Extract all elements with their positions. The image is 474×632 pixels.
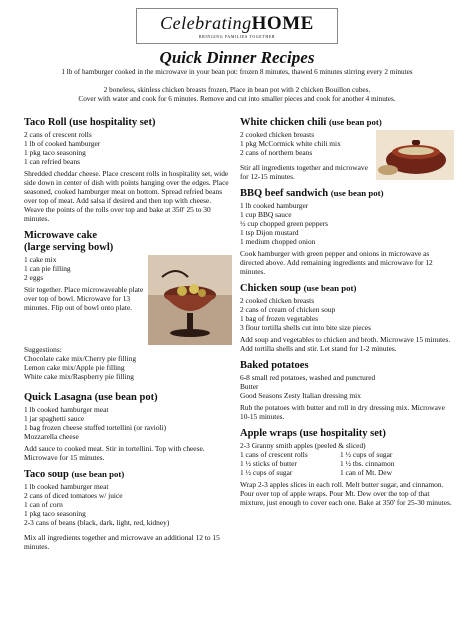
- ingredient-row: 1 ½ sticks of butter 1 ½ tbs. cinnamon: [240, 459, 395, 468]
- ingredient: 1 cup BBQ sauce: [240, 210, 292, 219]
- suggestion: Lemon cake mix/Apple pie filling: [24, 363, 125, 372]
- ingredient: 1 lb cooked hamburger meat: [24, 482, 109, 491]
- ingredient: 1 lb of cooked hamburger: [24, 139, 101, 148]
- recipe-title: Apple wraps (use hospitality set): [240, 428, 386, 439]
- cake-photo: [148, 255, 232, 345]
- recipe-directions: Add soup and vegetables to chicken and broth. Microwave 15 minutes. Add tortilla shells and stir. Let stand for 1-2 minutes.: [240, 335, 451, 353]
- logo-tagline: BRINGING FAMILIES TOGETHER: [198, 33, 276, 39]
- ingredient: 1 pkg taco seasoning: [24, 509, 86, 518]
- recipe-subtitle: (large serving bowl): [24, 242, 114, 253]
- recipe-taco-roll: [24, 116, 232, 223]
- ingredient: 1 jar spaghetti sauce: [24, 414, 85, 423]
- ingredient: Butter: [240, 382, 259, 391]
- ingredient: 1 medium chopped onion: [240, 237, 316, 246]
- recipe-title: Quick Lasagna (use bean pot): [24, 392, 158, 403]
- logo-wordmark: CelebratingHOME: [160, 12, 314, 34]
- chili-photo: [376, 130, 454, 180]
- recipe-title: Taco soup (use bean pot): [24, 469, 125, 480]
- ingredient: 2 cooked chicken breasts: [240, 296, 315, 305]
- intro-hamburger: 1 lb of hamburger cooked in the microwave in your bean pot: frozen 8 minutes, thawed 6 minutes stirring every 2 minutes: [61, 68, 413, 76]
- suggestion: Chocolate cake mix/Cherry pie filling: [24, 354, 137, 363]
- ingredient: 2 eggs: [24, 273, 44, 282]
- recipe-directions: Shredded cheddar cheese. Place crescent rolls in hospitality set, wide side down in center of dish with points hanging over the edges. Place seasoned, cooked hamburger meat on bottom. Spread refried beans over top of meat. Add salsa if desired and then top with cheese. Weave the points of the rolls over top and bake at 350' 25 to 30 minutes.: [24, 169, 229, 223]
- ingredient: 1 cake mix: [24, 255, 57, 264]
- recipe-title: Microwave cake: [24, 230, 97, 241]
- recipe-directions: Cook hamburger with green pepper and onions in microwave as directed above. Add remaining ingredients and microwave for 12 minutes.: [240, 249, 433, 276]
- left-column: [24, 116, 232, 557]
- ingredient: 2 cooked chicken breasts: [240, 130, 315, 139]
- ingredient: 2-3 cans of beans (black, dark, light, red, kidney): [24, 518, 170, 527]
- recipe-title: White chicken chili (use bean pot): [240, 117, 382, 128]
- recipe-directions: Wrap 2-3 apples slices in each roll. Melt butter sugar, and cinnamon. Pour over top of apple wraps. Pour Mt. Dew over the top of that mixture, just enough to cover each one. Bake at 350' for 25-30 minutes.: [240, 480, 452, 507]
- ingredient: 1 pkg McCormick white chili mix: [240, 139, 341, 148]
- intro-chicken-2: Cover with water and cook for 6 minutes. Remove and cut into smaller pieces and cook for another 4 minutes.: [78, 95, 396, 103]
- recipe-title: BBQ beef sandwich (use bean pot): [240, 188, 384, 199]
- ingredient: 1 pkg taco seasoning: [24, 148, 86, 157]
- recipe-directions: Stir together. Place microwaveable plate over top of bowl. Microwave for 13 minutes. Flip out of bowl onto plate.: [24, 285, 144, 312]
- page-title: Quick Dinner Recipes: [159, 48, 315, 67]
- recipe-bbq-beef-sandwich: [240, 187, 454, 276]
- ingredient: 2 cans of cream of chicken soup: [240, 305, 336, 314]
- ingredient: 1 can refried beans: [24, 157, 81, 166]
- ingredient: 2-3 Granny smith apples (peeled & sliced): [240, 441, 366, 450]
- recipe-chicken-soup: [240, 282, 454, 353]
- recipe-directions: Stir all ingredients together and microwave for 12-15 minutes.: [240, 163, 368, 181]
- ingredient: 2 cans of diced tomatoes w/ juice: [24, 491, 123, 500]
- ingredient-row: 1 cans of crescent rolls 1 ½ cups of sugar: [240, 450, 393, 459]
- recipe-title: Baked potatoes: [240, 360, 309, 371]
- ingredient: 1 can of corn: [24, 500, 63, 509]
- recipe-title: Taco Roll (use hospitality set): [24, 117, 156, 128]
- ingredient: 1 can pie filling: [24, 264, 71, 273]
- suggestion: White cake mix/Raspberry pie filling: [24, 372, 135, 381]
- recipe-directions: Mix all ingredients together and microwave an additional 12 to 15 minutes.: [24, 533, 220, 551]
- ingredient: 6-8 small red potatoes, washed and punctured: [240, 373, 376, 382]
- ingredient: 1 lb cooked hamburger meat: [24, 405, 109, 414]
- ingredient: 1 lb cooked hamburger: [240, 201, 309, 210]
- recipe-directions: Rub the potatoes with butter and roll in dry dressing mix. Microwave 10-15 minutes.: [240, 403, 445, 421]
- recipe-taco-soup: [24, 468, 232, 551]
- right-column: [240, 116, 454, 513]
- ingredient: ½ cup chopped green peppers: [240, 219, 329, 228]
- recipe-microwave-cake: [24, 229, 232, 381]
- ingredient: 2 cans of crescent rolls: [24, 130, 92, 139]
- ingredient: 1 bag frozen cheese stuffed tortellini (or ravioli): [24, 423, 167, 432]
- intro-chicken-1: 2 boneless, skinless chicken breasts frozen, Place in bean pot with 2 chicken Bouillon cubes.: [103, 86, 371, 94]
- ingredient: 2 cans of northern beans: [240, 148, 313, 157]
- recipe-title: Chicken soup (use bean pot): [240, 283, 357, 294]
- ingredient: 1 tsp Dijon mustard: [240, 228, 299, 237]
- recipe-directions: Add sauce to cooked meat. Stir in tortellini. Top with cheese. Microwave for 15 minutes.: [24, 444, 205, 462]
- celebrating-home-logo: [136, 8, 338, 44]
- recipe-baked-potatoes: [240, 359, 454, 421]
- ingredient: 1 bag of frozen vegetables: [240, 314, 318, 323]
- recipe-white-chicken-chili: [240, 116, 454, 181]
- ingredient-row: 1 ½ cups of sugar 1 can of Mt. Dew: [240, 468, 392, 477]
- ingredient: Mozzarella cheese: [24, 432, 79, 441]
- recipe-quick-lasagna: [24, 391, 232, 462]
- suggestions-label: Suggestions:: [24, 345, 62, 354]
- ingredient: 3 flour tortilla shells cut into bite size pieces: [240, 323, 371, 332]
- recipe-apple-wraps: [240, 427, 454, 507]
- ingredient: Good Seasons Zesty Italian dressing mix: [240, 391, 361, 400]
